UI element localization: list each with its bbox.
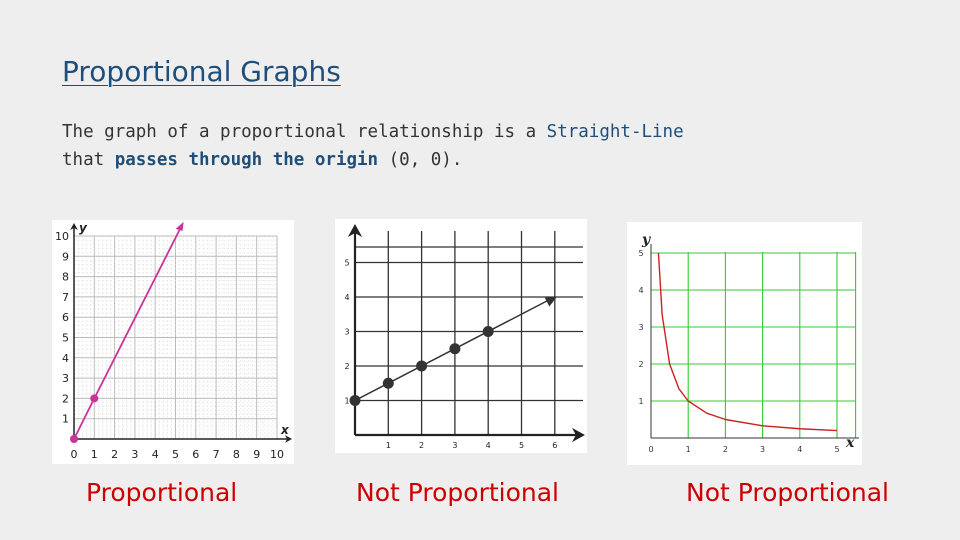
y-tick-label: 7: [62, 290, 69, 304]
x-tick-label: 1: [685, 445, 691, 454]
data-point: [383, 378, 394, 389]
y-tick-label: 4: [62, 351, 69, 365]
slide-title: Proportional Graphs: [62, 55, 341, 88]
linear-not-proportional-graph: [335, 219, 587, 453]
x-tick-label: 4: [485, 441, 491, 450]
body-text-part2: that: [62, 150, 115, 170]
caption-not-proportional-curve: Not Proportional: [686, 478, 890, 507]
x-tick-label: 3: [131, 448, 139, 461]
linear-not-proportional-graph-svg: [335, 219, 587, 453]
y-tick-label: 6: [62, 311, 69, 325]
y-tick-label: 3: [638, 323, 644, 332]
x-tick-label: 3: [452, 441, 458, 450]
x-tick-label: 4: [151, 448, 159, 461]
body-text-part3: (0, 0).: [378, 150, 463, 170]
y-tick-label: 2: [638, 360, 644, 369]
y-tick-label: 5: [62, 331, 69, 345]
x-tick-label: 2: [419, 441, 425, 450]
y-tick-label: 9: [62, 250, 69, 264]
y-tick-label: 3: [344, 327, 350, 337]
x-tick-label: 2: [722, 445, 728, 454]
data-point: [449, 343, 460, 354]
slide-body-text: [62, 118, 762, 174]
x-tick-label: 4: [797, 445, 803, 454]
y-tick-label: 4: [638, 286, 644, 295]
y-tick-label: 2: [344, 362, 350, 371]
x-tick-label: 8: [232, 448, 240, 461]
x-tick-label: 5: [834, 445, 840, 454]
graph-background: [627, 222, 862, 465]
x-tick-label: 0: [70, 448, 78, 461]
y-tick-label: 5: [344, 258, 350, 268]
curve-not-proportional-graph: [627, 222, 862, 465]
x-tick-label: 5: [172, 448, 179, 461]
x-tick-label: 5: [518, 441, 525, 450]
x-axis-label: x: [846, 435, 855, 451]
y-tick-label: 3: [62, 372, 69, 386]
x-tick-label: 9: [253, 448, 261, 461]
data-point: [416, 361, 427, 372]
origin-phrase: passes through the origin: [114, 150, 379, 170]
y-tick-label: 4: [344, 293, 350, 302]
y-tick-label: 2: [62, 392, 69, 406]
y-axis-label: y: [642, 232, 651, 248]
y-tick-label: 1: [62, 412, 69, 426]
data-point: [70, 435, 78, 443]
graph-background: [335, 219, 587, 453]
x-axis-label: x: [281, 423, 289, 437]
y-tick-label: 1: [344, 396, 350, 406]
y-tick-label: 1: [638, 397, 644, 406]
y-tick-label: 5: [638, 249, 644, 258]
x-tick-label: 1: [90, 448, 98, 461]
x-tick-label: 10: [270, 448, 284, 461]
x-tick-label: 2: [111, 448, 119, 461]
caption-proportional: Proportional: [86, 478, 238, 507]
x-tick-label: 7: [212, 448, 220, 461]
y-tick-label: 10: [55, 230, 69, 243]
x-tick-label: 3: [760, 445, 766, 454]
caption-not-proportional-line: Not Proportional: [356, 478, 560, 507]
curve-not-proportional-graph-svg: [627, 222, 862, 465]
straight-line-term: Straight-Line: [546, 122, 684, 142]
proportional-graph-svg: [52, 220, 294, 464]
data-point: [483, 326, 494, 337]
data-point: [90, 394, 98, 402]
x-tick-label: 6: [552, 441, 558, 450]
data-point: [350, 395, 361, 406]
x-tick-label: 6: [192, 448, 200, 461]
proportional-graph: [52, 220, 294, 464]
body-text-part1: The graph of a proportional relationship is a: [62, 122, 547, 142]
y-axis-label: y: [79, 221, 87, 235]
x-tick-label: 0: [648, 445, 654, 454]
y-tick-label: 8: [62, 270, 69, 284]
x-tick-label: 1: [385, 441, 391, 450]
